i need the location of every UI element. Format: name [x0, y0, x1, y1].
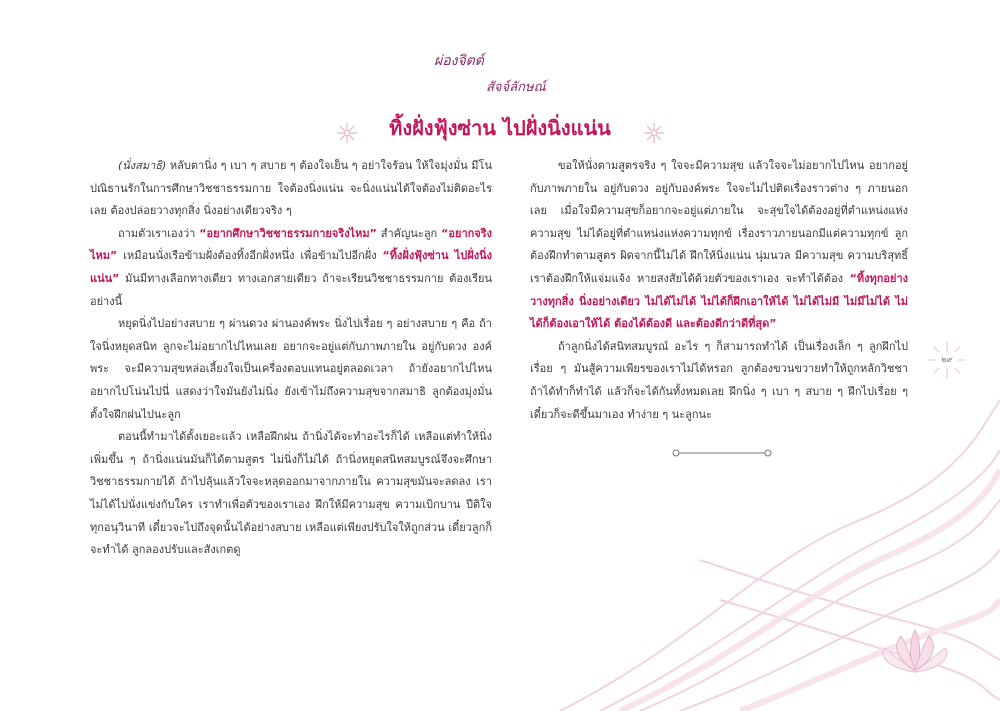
paragraph: ตอนนี้ทำมาได้ตั้งเยอะแล้ว เหลือฝึกฝน ถ้านิ่งได้จะทำอะไรก็ได้ เหลือแต่ทำให้นิ่งเพิ่มขึ้น ๆ ถ้านิ่งแน่นมันก็ได้ตามสูตร ไม่นิ่งก็ไม่ได้ ถ้านิ่งหยุดสนิทสมบูรณ์จึงจะศึกษาวิชชาธรรมกายได้ ถ้าไปลุ้นแล้วใจจะหลุดออกมาจากภายใน ความสุขมันจะลดลง เราไม่ได้ไปนั่งแข่งกับใคร เราทำเพื่อตัวของเราเอง ฝึกให้มีความสุข ความเบิกบาน ปีติใจทุกอนุวินาที เดี๋ยวจะไปถึงจุดนั้นได้อย่างสบาย เหลือแต่เพียงปรับใจให้ถูกส่วน เดี๋ยวลูกก็จะทำได้ ลูกลองปรับและสังเกตดู	[90, 430, 492, 557]
paragraph: หยุดนิ่งไปอย่างสบาย ๆ ผ่านดวง ผ่านองค์พระ นิ่งไปเรื่อย ๆ อย่างสบาย ๆ คือ ถ้าใจนิ่งหยุดสนิท ลูกจะไม่อยากไปไหนเลย อยากจะอยู่แต่กับภาพภายใน อยู่กับดวง องค์พระ จะมีความสุขหล่อเลี้ยงใจเป็นเครื่องตอบแทนอยู่ตลอดเวลา ถ้ายังอยากไปไหน อยากไปโน่นไปนี่ แสดงว่าใจมันยังไม่นิ่ง ยังเข้าไม่ถึงความสุขจากสมาธิ ลูกต้องมุ่งมั่น ตั้งใจฝึกฝนไปนะลูก	[90, 317, 492, 421]
title-row	[0, 112, 1000, 152]
sparkle-ornament-icon	[643, 122, 665, 144]
page-title: ทิ้งฝั่งฟุ้งซ่าน ไปฝั่งนิ่งแน่น	[389, 116, 611, 140]
paragraph-text: มันมีทางเลือกทางเดียว ทางเอกสายเดียว ถ้าจะเรียนวิชชาธรรมกาย ต้องเรียนอย่างนี้	[90, 271, 492, 308]
paragraph-text: ถามตัวเราเองว่า	[118, 226, 200, 240]
paragraph: ถ้าลูกนิ่งได้สนิทสมบูรณ์ อะไร ๆ ก็สามารถทำได้ เป็นเรื่องเล็ก ๆ ลูกฝึกไปเรื่อย ๆ มันสู้ความเพียรของเราไม่ได้หรอก ลูกต้องขวนขวายทำให้ถูกหลักวิชชา ถ้าได้ทำก็ทำได้ แล้วก็จะได้กันทั้งหมดเลย ฝึกนิ่ง ๆ เบา ๆ สบาย ๆ ฝึกไปเรื่อย ๆ เดี๋ยวก็จะดีขึ้นมาเอง ทำง่าย ๆ นะลูกนะ	[530, 339, 908, 421]
signature	[430, 46, 570, 108]
sparkle-ornament-icon	[336, 122, 358, 144]
section-divider	[672, 446, 772, 460]
highlighted-quote: “อยากศึกษาวิชชาธรรมกายจริงไหม”	[199, 226, 377, 240]
paragraph	[90, 155, 492, 223]
highlighted-quote: “ทิ้งทุกอย่าง วางทุกสิ่ง นิ่งอย่างเดียว ไม่ได้ไม่ได้ ไม่ได้ก็ฝึกเอาให้ได้ ไม่ได้ไม่มี ไม่มีไม่ได้ ไม่ได้ก็ต้องเอาให้ได้ ต้องได้ต้องดี และต้องดีกว่าดีที่สุด”	[530, 271, 908, 331]
signature-line-1: ผ่องจิตต์	[434, 53, 484, 69]
highlighted-quote: “ทิ้งฝั่งฟุ้งซ่าน ไปฝั่งนิ่งแน่น”	[90, 249, 492, 285]
page-number: ๒๙	[941, 355, 953, 364]
right-column	[530, 155, 908, 426]
signature-line-2: สัจจ์ลักษณ์	[486, 80, 546, 95]
paragraph	[530, 155, 908, 336]
left-column	[90, 155, 492, 562]
paragraph	[90, 223, 492, 313]
paragraph-text: ขอให้นั่งตามสูตรจริง ๆ ใจจะมีความสุข แล้วใจจะไม่อยากไปไหน อยากอยู่กับภาพภายใน อยู่กับดวง อยู่กับองค์พระ ใจจะไม่ไปติดเรื่องราวต่าง ๆ ภายนอกเลย เมื่อใจมีความสุขก็อยากจะอยู่แต่ภายใน จะสุขใจได้ต้องอยู่ที่ตำแหน่งแห่งความสุข ไม่ได้อยู่ที่ตำแหน่งแห่งความทุกข์ เรื่องราวภายนอกมีแต่ความทุกข์ ลูกต้องฝึกทำตามสูตร ผิดจากนี้ไม่ได้ ฝึกให้นิ่งแน่น นุ่มนวล มีความสุข ความบริสุทธิ์ เราต้องฝึกให้แจ่มแจ้ง หายสงสัยได้ด้วยตัวของเราเอง จะทำได้ต้อง	[530, 159, 908, 285]
paragraph-text: สำคัญนะลูก	[376, 226, 442, 240]
paragraph-text: เหมือนนั่งเรือข้ามฝั่งต้องทิ้งอีกฝั่งหนึ่ง เพื่อข้ามไปอีกฝั่ง	[117, 249, 383, 263]
paragraph-text: หลับตานิ่ง ๆ เบา ๆ สบาย ๆ ต้องใจเย็น ๆ อย่าใจร้อน ให้ใจมุ่งมั่น มีโนปณิธานรักในการศึกษาวิชชาธรรมกาย ใจต้องนิ่งแน่น จะนิ่งแน่นได้ใจต้องไม่ติดอะไรเลย ต้องปล่อยวางทุกสิ่ง นิ่งอย่างเดียวจริง ๆ	[90, 159, 492, 218]
highlighted-quote: “อยากจริงไหม”	[90, 226, 493, 263]
page-number-badge	[927, 340, 967, 380]
paragraph-text: (นั่งสมาธิ)	[118, 159, 167, 172]
